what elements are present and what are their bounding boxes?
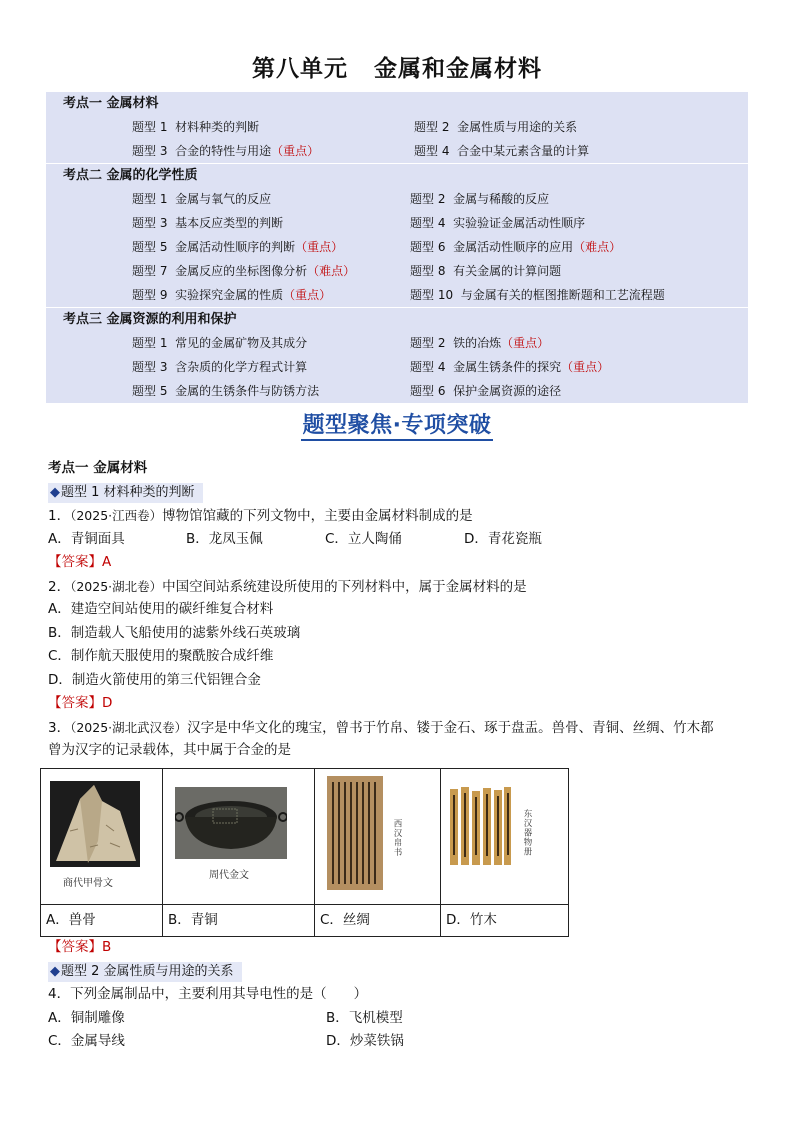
outline-heading: 考点一 金属材料 — [63, 96, 159, 111]
answer: 【答案】B — [48, 939, 112, 955]
option: B．飞机模型 — [326, 1009, 403, 1026]
outline-heading: 考点三 金属资源的利用和保护 — [63, 312, 237, 327]
type-tag: ◆题型 2 金属性质与用途的关系 — [48, 962, 242, 982]
bronze-vessel-image — [175, 787, 287, 859]
option: B．青铜 — [163, 905, 315, 937]
image-caption: 商代甲骨文 — [63, 878, 113, 889]
option-row — [48, 1007, 748, 1031]
banner-text: 题型聚焦·专项突破 — [301, 413, 494, 441]
outline-row: 题型 7 金属反应的坐标图像分析（难点） 题型 8 有关金属的计算问题 — [132, 264, 562, 278]
outline-row: 题型 9 实验探究金属的性质（重点） 题型 10 与金属有关的框图推断题和工艺流程题 — [132, 288, 665, 302]
oracle-bone-image — [50, 781, 140, 867]
outline-heading: 考点二 金属的化学性质 — [63, 168, 198, 183]
diamond-icon: ◆ — [50, 963, 60, 979]
option: C．金属导线 — [48, 1033, 125, 1049]
answer: 【答案】A — [48, 554, 112, 570]
section-heading: 考点一 金属材料 — [48, 460, 148, 476]
page-title — [0, 50, 794, 83]
option-row — [48, 1030, 748, 1054]
type-tag-line — [48, 481, 748, 505]
option: C．制作航天服使用的聚酰胺合成纤维 — [48, 648, 274, 664]
outline-row: 题型 5 金属活动性顺序的判断（重点） 题型 6 金属活动性顺序的应用（难点） — [132, 240, 622, 254]
option: A．建造空间站使用的碳纤维复合材料 — [48, 601, 274, 617]
artifact-table — [40, 768, 569, 937]
image-caption: 周代金文 — [209, 870, 249, 881]
outline-row: 题型 3 含杂质的化学方程式计算 题型 4 金属生锈条件的探究（重点） — [132, 360, 610, 374]
outline-row: 题型 1 金属与氧气的反应 题型 2 金属与稀酸的反应 — [132, 192, 550, 206]
question-stem: 2．（2025·湖北卷）中国空间站系统建设所使用的下列材料中，属于金属材料的是 — [48, 578, 527, 595]
image-caption: 西汉帛书 — [392, 819, 402, 857]
title-topic: 金属和金属材料 — [374, 55, 542, 82]
option: B．制造载人飞船使用的滤紫外线石英玻璃 — [48, 624, 301, 641]
option: B．龙凤玉佩 — [186, 530, 263, 547]
question-stem: 3．（2025·湖北武汉卷）汉字是中华文化的瑰宝，曾书于竹帛、镂于金石、琢于盘盂。兽骨、青铜、丝绸、竹木都 — [48, 719, 714, 736]
outline-row: 题型 3 基本反应类型的判断 题型 4 实验验证金属活动性顺序 — [132, 216, 586, 230]
outline-row: 题型 1 材料种类的判断 题型 2 金属性质与用途的关系 — [132, 120, 578, 134]
silk-manuscript-image — [327, 776, 383, 890]
image-caption: 东汉器物册 — [522, 809, 532, 857]
artifact-cell — [41, 769, 163, 905]
outline-row: 题型 5 金属的生锈条件与防锈方法 题型 6 保护金属资源的途径 — [132, 384, 562, 398]
question-content — [48, 457, 748, 763]
question-stem: 1．（2025·江西卷）博物馆馆藏的下列文物中，主要由金属材料制成的是 — [48, 508, 473, 524]
option: A．铜制雕像 — [48, 1009, 125, 1026]
type-tag: ◆题型 1 材料种类的判断 — [48, 483, 203, 503]
question-stem: 4．下列金属制品中，主要利用其导电性的是（ ） — [48, 986, 368, 1002]
option: C．立人陶俑 — [325, 530, 402, 547]
outline-row: 题型 3 合金的特性与用途（重点） 题型 4 合金中某元素含量的计算 — [132, 144, 590, 158]
option: D．炒菜铁锅 — [326, 1033, 404, 1049]
question-stem-cont: 曾为汉字的记录载体，其中属于合金的是 — [48, 742, 291, 758]
title-unit: 第八单元 — [252, 55, 348, 82]
answer: 【答案】D — [48, 695, 113, 711]
outline-row: 题型 1 常见的金属矿物及其成分 题型 2 铁的冶炼（重点） — [132, 336, 550, 350]
artifact-cell — [315, 769, 441, 905]
artifact-cell — [163, 769, 315, 905]
option: D．青花瓷瓶 — [464, 530, 542, 547]
question-content-lower — [48, 936, 748, 1054]
option: A．兽骨 — [41, 905, 163, 937]
outline-box — [46, 92, 748, 403]
option: D．竹木 — [441, 905, 569, 937]
option: D．制造火箭使用的第三代铝锂合金 — [48, 671, 261, 688]
artifact-cell — [441, 769, 569, 905]
option-row — [48, 528, 748, 552]
type-tag-line — [48, 960, 748, 984]
diamond-icon: ◆ — [50, 484, 60, 500]
bamboo-slips-image — [448, 785, 512, 867]
option: C．丝绸 — [315, 905, 441, 937]
section-banner — [0, 408, 794, 439]
option: A．青铜面具 — [48, 530, 125, 547]
